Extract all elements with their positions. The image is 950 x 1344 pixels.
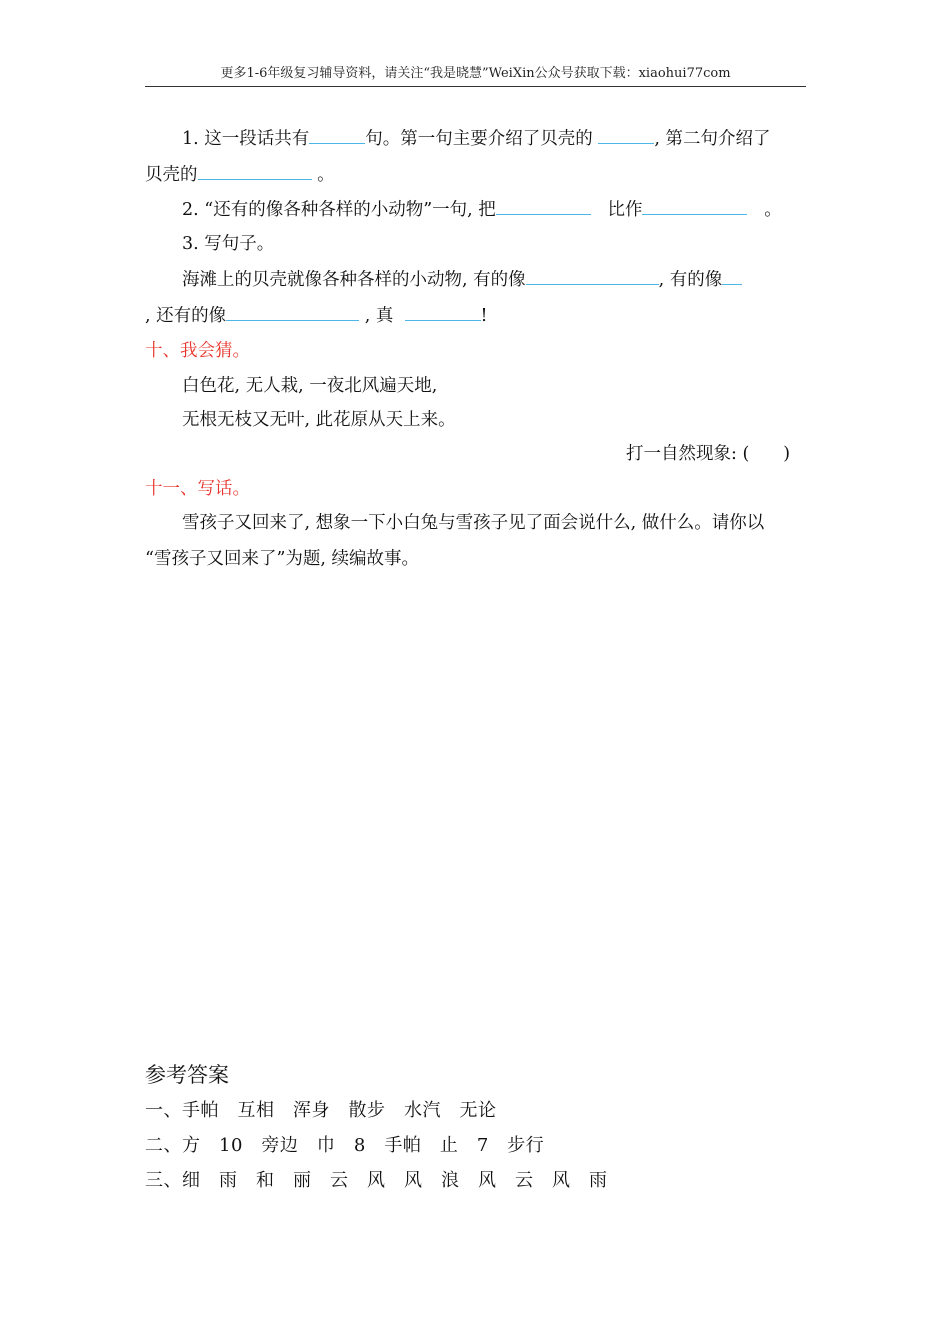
question-2: 2. “还有的像各种各样的小动物”一句, 把 比作 。 bbox=[182, 197, 782, 222]
answer-blank[interactable] bbox=[642, 197, 747, 215]
answers-title: 参考答案 bbox=[145, 1063, 229, 1087]
writing-prompt-line-2: “雪孩子又回来了”为题, 续编故事。 bbox=[145, 549, 420, 569]
answer-blank[interactable] bbox=[198, 162, 312, 180]
answer-blank[interactable] bbox=[526, 267, 659, 285]
answer-blank[interactable] bbox=[722, 267, 742, 285]
question-3-title: 3. 写句子。 bbox=[182, 234, 275, 254]
riddle-hint: 打一自然现象: ( ) bbox=[626, 444, 791, 464]
answers-row-2: 二、方 10 旁边 巾 8 手帕 止 7 步行 bbox=[145, 1135, 545, 1156]
page-header: 更多1-6年级复习辅导资料，请关注“我是晓慧”WeiXin公众号获取下载：xiaohui77com bbox=[145, 64, 806, 87]
answers-row-1: 一、手帕 互相 浑身 散步 水汽 无论 bbox=[145, 1100, 497, 1121]
writing-prompt-line-1: 雪孩子又回来了, 想象一下小白兔与雪孩子见了面会说什么, 做什么。请你以 bbox=[182, 513, 765, 533]
answer-blank[interactable] bbox=[405, 303, 481, 321]
answer-blank[interactable] bbox=[598, 126, 654, 144]
section-10-heading: 十、我会猜。 bbox=[145, 341, 250, 361]
question-1-line-2: 贝壳的 。 bbox=[145, 162, 335, 187]
question-3-line-1: 海滩上的贝壳就像各种各样的小动物, 有的像 , 有的像 bbox=[182, 267, 742, 292]
riddle-line-1: 白色花, 无人栽, 一夜北风遍天地, bbox=[182, 376, 438, 396]
question-3-line-2: , 还有的像 , 真 ! bbox=[145, 303, 488, 328]
section-11-heading: 十一、写话。 bbox=[145, 479, 250, 499]
answer-blank[interactable] bbox=[226, 303, 359, 321]
answer-blank[interactable] bbox=[496, 197, 591, 215]
question-1-line-1: 1. 这一段话共有 句。第一句主要介绍了贝壳的 , 第二句介绍了 bbox=[182, 126, 770, 151]
answers-row-3: 三、细 雨 和 丽 云 风 风 浪 风 云 风 雨 bbox=[145, 1170, 608, 1191]
riddle-line-2: 无根无枝又无叶, 此花原从天上来。 bbox=[182, 410, 456, 430]
answer-blank[interactable] bbox=[309, 126, 365, 144]
